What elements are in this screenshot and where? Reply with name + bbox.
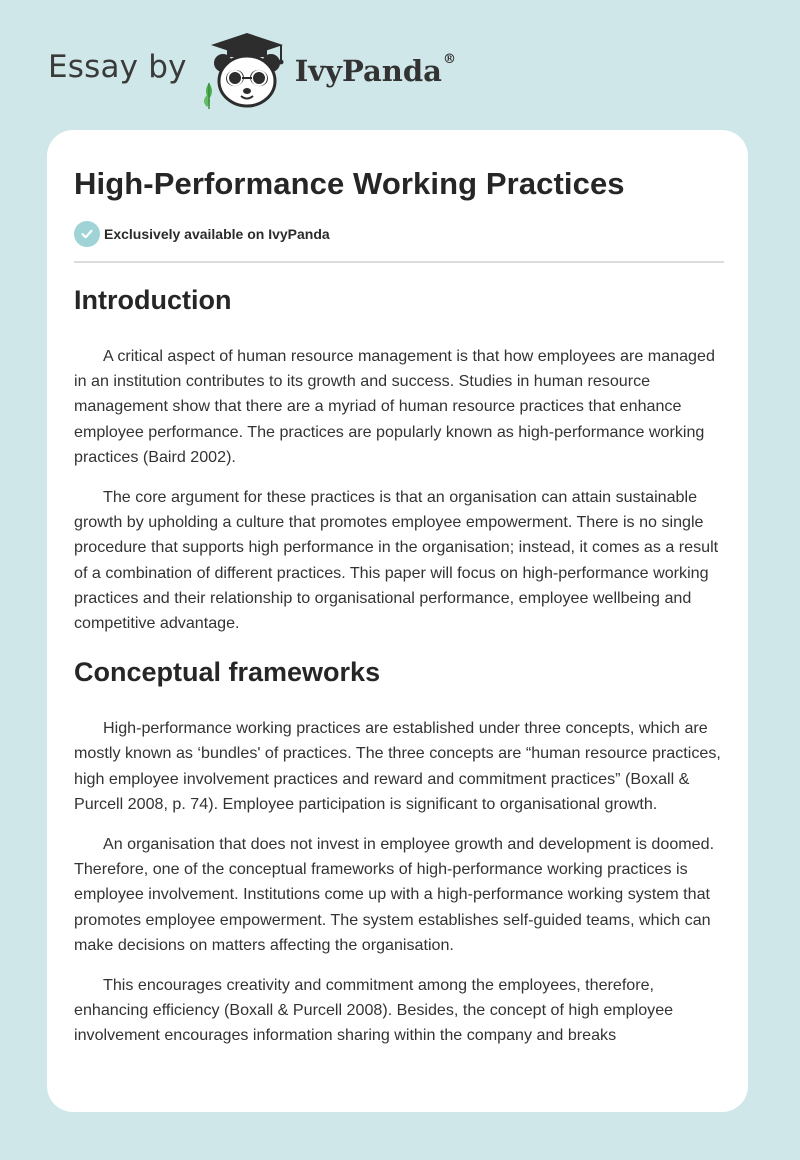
section-heading-introduction: Introduction bbox=[74, 285, 232, 315]
check-circle-icon bbox=[74, 221, 100, 247]
panda-graduate-icon bbox=[201, 31, 293, 109]
paragraph: An organisation that does not invest in employee growth and development is doomed. Therefore, one of the conceptual frameworks of high-performance working practices is employee involvement. Institutions come up with a high-performance working system that promotes employee empowerment. The system establishes self-guided teams, which can make decisions on matters affecting the organisation. bbox=[74, 835, 715, 954]
essay-body bbox=[74, 280, 724, 1049]
paragraph: A critical aspect of human resource management is that how employees are managed in an institution contributes to its growth and success. Studies in human resource management show that there are a myriad of human resource practices that enhance employee performance. The practices are popularly known as high-performance working practices (Baird 2002). bbox=[74, 347, 715, 466]
essay-card bbox=[47, 130, 748, 1112]
brand-name: IvyPanda® bbox=[294, 52, 456, 88]
site-header-brand[interactable] bbox=[48, 30, 456, 110]
brand-prefix: Essay by bbox=[48, 49, 187, 85]
registered-mark: ® bbox=[442, 52, 456, 67]
paragraph: High-performance working practices are established under three concepts, which are mostly known as ‘bundles' of practices. The three concepts are “human resource practices, high employee involvement practices and reward and commitment practices” (Boxall & Purcell 2008, p. 74). Employee participation is significant to organisational growth. bbox=[74, 719, 721, 813]
exclusive-badge bbox=[74, 221, 330, 247]
paragraph: This encourages creativity and commitment among the employees, therefore, enhancing efficiency (Boxall & Purcell 2008). Besides, the concept of high employee involvement encourages information sharing within the company and breaks bbox=[74, 976, 674, 1045]
badge-label: Exclusively available on IvyPanda bbox=[104, 226, 330, 242]
page-title: High-Performance Working Practices bbox=[74, 166, 625, 201]
title-divider bbox=[74, 261, 724, 263]
section-heading-conceptual-frameworks: Conceptual frameworks bbox=[74, 657, 381, 688]
paragraph: The core argument for these practices is that an organisation can attain sustainable growth by upholding a culture that promotes employee empowerment. There is no single procedure that supports high performance in the organisation; instead, it comes as a result of a combination of different practices. This paper will focus on high-performance working practices and their relationship to organisational performance, employee wellbeing and competitive advantage. bbox=[74, 488, 719, 633]
